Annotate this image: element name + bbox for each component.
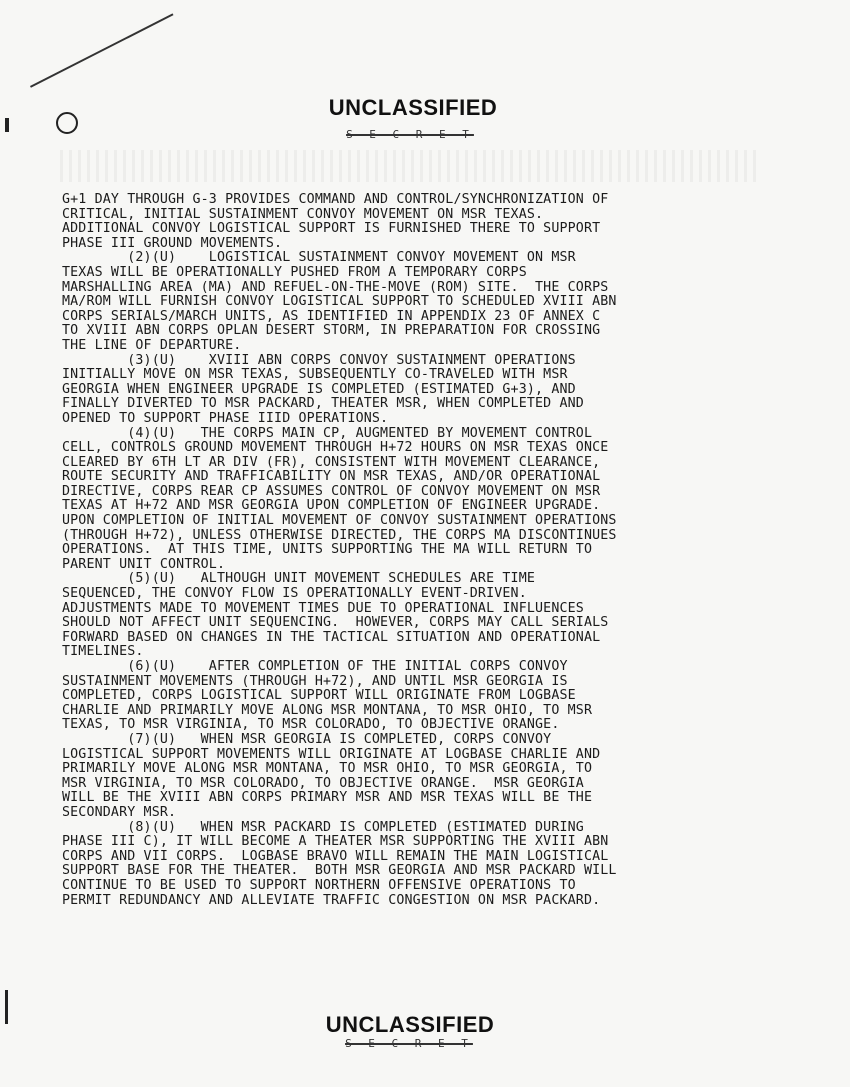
text-line: SECONDARY MSR. [62,804,177,820]
text-line: MSR VIRGINIA, TO MSR COLORADO, TO OBJECTIVE ORANGE. MSR GEORGIA [62,775,584,791]
text-line: PHASE III GROUND MOVEMENTS. [62,235,283,251]
text-line: INITIALLY MOVE ON MSR TEXAS, SUBSEQUENTLY CO-TRAVELED WITH MSR [62,367,568,383]
text-line: DIRECTIVE, CORPS REAR CP ASSUMES CONTROL OF CONVOY MOVEMENT ON MSR [62,483,601,499]
text-line: PERMIT REDUNDANCY AND ALLEVIATE TRAFFIC CONGESTION ON MSR PACKARD. [62,892,601,908]
text-line: CORPS AND VII CORPS. LOGBASE BRAVO WILL REMAIN THE MAIN LOGISTICAL [62,848,609,864]
text-line: TIMELINES. [62,644,144,660]
text-line: (7)(U) WHEN MSR GEORGIA IS COMPLETED, CORPS CONVOY [62,731,552,747]
text-line: PARENT UNIT CONTROL. [62,556,226,572]
text-line: (5)(U) ALTHOUGH UNIT MOVEMENT SCHEDULES ARE TIME [62,571,536,587]
text-line: SHOULD NOT AFFECT UNIT SEQUENCING. HOWEVER, CORPS MAY CALL SERIALS [62,615,609,631]
text-line: PHASE III C), IT WILL BECOME A THEATER MSR SUPPORTING THE XVIII ABN [62,834,609,850]
text-line: FINALLY DIVERTED TO MSR PACKARD, THEATER MSR, WHEN COMPLETED AND [62,396,584,412]
text-line: MARSHALLING AREA (MA) AND REFUEL-ON-THE-MOVE (ROM) SITE. THE CORPS [62,279,609,295]
text-line: TO XVIII ABN CORPS OPLAN DESERT STORM, IN PREPARATION FOR CROSSING [62,323,601,339]
classification-header: UNCLASSIFIED [328,95,498,120]
text-line: G+1 DAY THROUGH G-3 PROVIDES COMMAND AND CONTROL/SYNCHRONIZATION OF [62,192,609,207]
text-line: (THROUGH H+72), UNLESS OTHERWISE DIRECTED, THE CORPS MA DISCONTINUES [62,527,617,543]
text-line: OPERATIONS. AT THIS TIME, UNITS SUPPORTING THE MA WILL RETURN TO [62,542,593,558]
text-line: UPON COMPLETION OF INITIAL MOVEMENT OF CONVOY SUSTAINMENT OPERATIONS [62,513,617,529]
text-line: COMPLETED, CORPS LOGISTICAL SUPPORT WILL ORIGINATE FROM LOGBASE [62,688,576,704]
text-line: ADJUSTMENTS MADE TO MOVEMENT TIMES DUE TO OPERATIONAL INFLUENCES [62,600,584,616]
text-line: ADDITIONAL CONVOY LOGISTICAL SUPPORT IS FURNISHED THERE TO SUPPORT [62,221,601,237]
text-line: FORWARD BASED ON CHANGES IN THE TACTICAL SITUATION AND OPERATIONAL [62,629,601,645]
struck-marking-header: S E C R E T [346,128,474,141]
text-line: ROUTE SECURITY AND TRAFFICABILITY ON MSR TEXAS, AND/OR OPERATIONAL [62,469,601,485]
text-line: WILL BE THE XVIII ABN CORPS PRIMARY MSR AND MSR TEXAS WILL BE THE [62,790,593,806]
text-line: SEQUENCED, THE CONVOY FLOW IS OPERATIONALLY EVENT-DRIVEN. [62,586,527,602]
text-line: CLEARED BY 6TH LT AR DIV (FR), CONSISTENT WITH MOVEMENT CLEARANCE, [62,454,601,470]
text-line: CRITICAL, INITIAL SUSTAINMENT CONVOY MOVEMENT ON MSR TEXAS. [62,206,544,222]
struck-marking-footer: S E C R E T [345,1037,473,1050]
classification-footer: UNCLASSIFIED [325,1012,495,1037]
text-line: (2)(U) LOGISTICAL SUSTAINMENT CONVOY MOVEMENT ON MSR [62,250,576,266]
text-line: TEXAS WILL BE OPERATIONALLY PUSHED FROM A TEMPORARY CORPS [62,264,527,280]
text-line: SUPPORT BASE FOR THE THEATER. BOTH MSR GEORGIA AND MSR PACKARD WILL [62,863,617,879]
text-line: CHARLIE AND PRIMARILY MOVE ALONG MSR MONTANA, TO MSR OHIO, TO MSR [62,702,593,718]
text-line: MA/ROM WILL FURNISH CONVOY LOGISTICAL SUPPORT TO SCHEDULED XVIII ABN [62,294,617,310]
text-line: LOGISTICAL SUPPORT MOVEMENTS WILL ORIGINATE AT LOGBASE CHARLIE AND [62,746,601,762]
text-line: TEXAS AT H+72 AND MSR GEORGIA UPON COMPLETION OF ENGINEER UPGRADE. [62,498,601,514]
text-line: (6)(U) AFTER COMPLETION OF THE INITIAL CORPS CONVOY [62,659,568,674]
text-line: CONTINUE TO BE USED TO SUPPORT NORTHERN OFFENSIVE OPERATIONS TO [62,877,576,893]
text-line: CELL, CONTROLS GROUND MOVEMENT THROUGH H+72 HOURS ON MSR TEXAS ONCE [62,440,609,456]
text-line: THE LINE OF DEPARTURE. [62,337,242,353]
text-line: TEXAS, TO MSR VIRGINIA, TO MSR COLORADO, TO OBJECTIVE ORANGE. [62,717,560,733]
text-line: (4)(U) THE CORPS MAIN CP, AUGMENTED BY MOVEMENT CONTROL [62,425,593,441]
scan-artifact-line [30,13,173,87]
text-line: SUSTAINMENT MOVEMENTS (THROUGH H+72), AND UNTIL MSR GEORGIA IS [62,673,568,689]
text-line: CORPS SERIALS/MARCH UNITS, AS IDENTIFIED IN APPENDIX 23 OF ANNEX C [62,308,601,324]
memo-body [62,193,802,908]
text-line: (3)(U) XVIII ABN CORPS CONVOY SUSTAINMENT OPERATIONS [62,352,576,368]
text-line: PRIMARILY MOVE ALONG MSR MONTANA, TO MSR OHIO, TO MSR GEORGIA, TO [62,761,593,777]
text-line: (8)(U) WHEN MSR PACKARD IS COMPLETED (ESTIMATED DURING [62,819,584,835]
redaction-noise [60,150,760,182]
text-line: OPENED TO SUPPORT PHASE IIID OPERATIONS. [62,410,389,426]
text-line: GEORGIA WHEN ENGINEER UPGRADE IS COMPLETED (ESTIMATED G+3), AND [62,381,576,397]
